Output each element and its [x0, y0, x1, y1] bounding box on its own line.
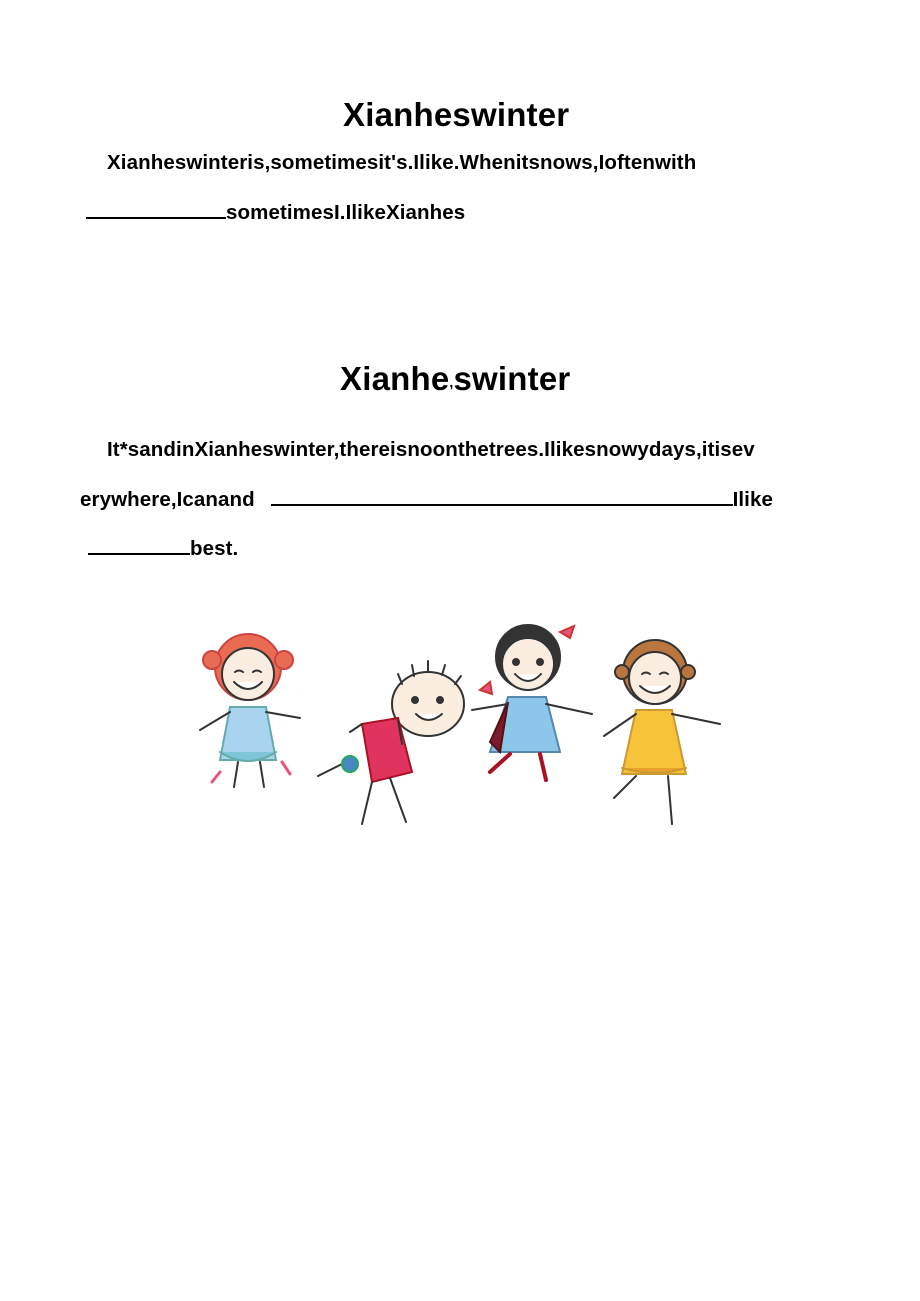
girl-red-hair [200, 634, 300, 787]
girl-brown-hair-yellow-dress [604, 640, 720, 824]
section2-title [340, 360, 570, 398]
boy-pink-shirt [318, 661, 464, 824]
fill-blank-1[interactable] [86, 199, 226, 219]
section2-line1: It*sandinXianheswinter,thereisnoonthetrees.Ilikesnowydays,itisev [107, 438, 755, 461]
section1-line1: Xianheswinteris,sometimesit's.Ilike.Whenitsnows,Ioftenwith [107, 151, 697, 174]
fill-blank-2[interactable] [271, 486, 733, 506]
section2-line3-tail: best. [190, 537, 239, 560]
section1-line2-text: sometimesI.IlikeXianhes [226, 201, 466, 224]
section2-title-part1: Xianhe [340, 360, 450, 397]
section1-line2 [86, 199, 465, 225]
section2-line2-text: erywhere,Icanand [80, 488, 255, 511]
section2-line2-tail: Ilike [732, 488, 773, 511]
section2-title-part2: swinter [453, 360, 571, 397]
dancing-children-illustration [190, 612, 730, 842]
girl-dark-hair-bows [472, 625, 592, 780]
fill-blank-3[interactable] [88, 535, 190, 555]
section1-title: Xianheswinter [343, 96, 570, 133]
section2-line3 [88, 535, 238, 561]
section2-line2 [80, 486, 773, 512]
section2-title-mark: , [449, 374, 454, 390]
